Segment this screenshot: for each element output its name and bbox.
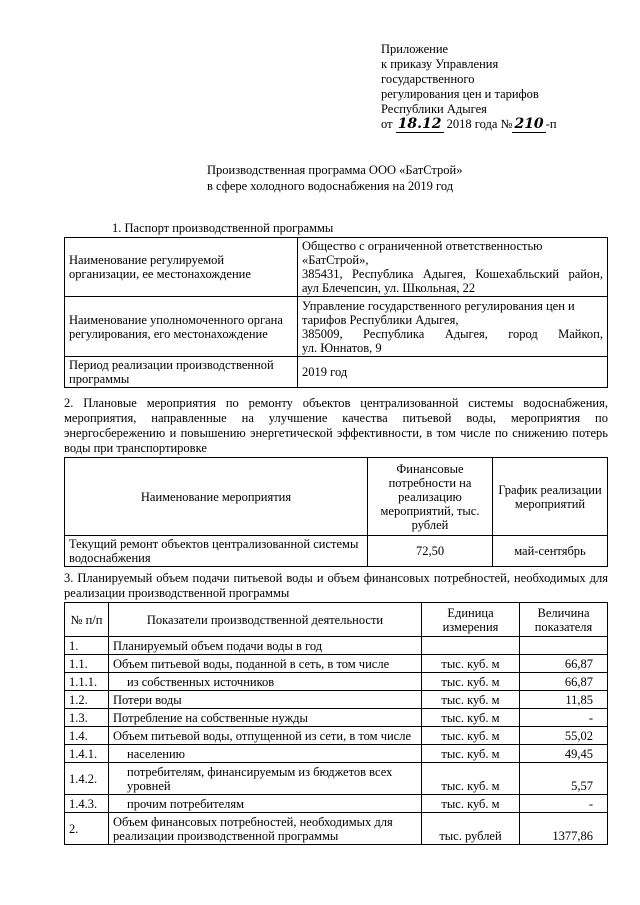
row-value: 66,87: [520, 655, 608, 673]
date-suffix: -п: [545, 117, 557, 131]
row-indicator: населению: [109, 745, 422, 763]
measures-table: [64, 457, 608, 567]
annex-line: государственного: [381, 72, 475, 86]
row-num: 1.: [65, 637, 109, 655]
header-value: Величина показателя: [520, 603, 608, 637]
measure-finance: 72,50: [368, 536, 493, 567]
row-value: 5,57: [520, 763, 608, 795]
value-line: Общество с ограниченной ответственностью «БатСтрой»,: [302, 239, 543, 267]
section3-text: 3. Планируемый объем подачи питьевой воды и объем финансовых потребностей, необходимых для реализации производственной программы: [64, 571, 608, 600]
row-unit: тыс. куб. м: [422, 745, 520, 763]
passport-label: Период реализации производственной программы: [65, 357, 298, 388]
header-unit: Единица измерения: [422, 603, 520, 637]
table-row: [65, 673, 608, 691]
row-num: 1.4.: [65, 727, 109, 745]
table-row: [65, 709, 608, 727]
row-value: -: [520, 709, 608, 727]
row-value: [520, 637, 608, 655]
table-row: [65, 763, 608, 795]
annex-block: [381, 42, 611, 133]
passport-value: [298, 238, 608, 297]
row-unit: тыс. куб. м: [422, 655, 520, 673]
value-line: аул Блечепсин, ул. Школьная, 22: [302, 281, 476, 295]
section2-text: 2. Плановые мероприятия по ремонту объектов централизованной системы водоснабжения, мероприятия, направленные на улучшение качества питьевой воды, мероприятия по энергосбережению и повышению энергетической эффективности, в том числе по снижению потерь воды при транспортировке: [64, 396, 608, 455]
value-line: Управление государственного регулирования цен и тарифов Республики Адыгея,: [302, 298, 575, 327]
row-num: 1.4.2.: [65, 763, 109, 795]
document-title: [207, 162, 462, 194]
row-indicator: Объем питьевой воды, отпущенной из сети, в том числе: [109, 727, 422, 745]
annex-line: Республики Адыгея: [381, 102, 487, 116]
indicators-table: [64, 602, 608, 845]
table-row: [65, 357, 608, 388]
table-row: [65, 297, 608, 357]
row-num: 1.1.1.: [65, 673, 109, 691]
table-row: [65, 691, 608, 709]
table-row: [65, 727, 608, 745]
row-unit: тыс. куб. м: [422, 795, 520, 813]
row-value: 55,02: [520, 727, 608, 745]
annex-line: к приказу Управления: [381, 57, 499, 71]
row-indicator: потребителям, финансируемым из бюджетов всех уровней: [109, 763, 422, 795]
header-finance: Финансовые потребности на реализацию мероприятий, тыс. рублей: [368, 458, 493, 536]
header-num: № п/п: [65, 603, 109, 637]
row-unit: тыс. рублей: [422, 813, 520, 845]
annex-line: Приложение: [381, 42, 449, 56]
value-line: 385009, Республика Адыгея, город Майкоп,: [302, 326, 603, 341]
handwritten-number: 210: [514, 116, 544, 132]
row-num: 1.2.: [65, 691, 109, 709]
date-mid: 2018 года №: [446, 117, 513, 131]
table-row: [65, 458, 608, 536]
row-unit: тыс. куб. м: [422, 673, 520, 691]
row-unit: тыс. куб. м: [422, 727, 520, 745]
table-row: [65, 603, 608, 637]
row-indicator: из собственных источников: [109, 673, 422, 691]
title-line: в сфере холодного водоснабжения на 2019 год: [207, 179, 454, 193]
row-num: 1.4.3.: [65, 795, 109, 813]
passport-label: Наименование уполномоченного органа регулирования, его местонахождение: [65, 297, 298, 357]
value-line: 385431, Республика Адыгея, Кошехабльский район,: [302, 267, 603, 281]
annex-date-line: [381, 117, 611, 133]
header-schedule: График реализации мероприятий: [493, 458, 608, 536]
row-value: -: [520, 795, 608, 813]
header-indicator: Показатели производственной деятельности: [109, 603, 422, 637]
passport-label: Наименование регулируемой организации, ее местонахождение: [65, 238, 298, 297]
row-unit: тыс. куб. м: [422, 709, 520, 727]
row-indicator: Планируемый объем подачи воды в год: [109, 637, 422, 655]
handwritten-date: 18.12: [397, 116, 442, 132]
title-line: Производственная программа ООО «БатСтрой»: [207, 163, 463, 177]
row-value: 11,85: [520, 691, 608, 709]
passport-table: [64, 237, 608, 388]
row-indicator: прочим потребителям: [109, 795, 422, 813]
row-value: 49,45: [520, 745, 608, 763]
table-row: [65, 813, 608, 845]
row-num: 1.4.1.: [65, 745, 109, 763]
table-row: [65, 238, 608, 297]
row-num: 2.: [65, 813, 109, 845]
row-num: 1.3.: [65, 709, 109, 727]
row-indicator: Потребление на собственные нужды: [109, 709, 422, 727]
row-unit: тыс. куб. м: [422, 691, 520, 709]
table-row: [65, 637, 608, 655]
passport-value: [298, 297, 608, 357]
measure-name: Текущий ремонт объектов централизованной системы водоснабжения: [65, 536, 368, 567]
row-indicator: Потери воды: [109, 691, 422, 709]
row-indicator: Объем финансовых потребностей, необходимых для реализации производственной программы: [109, 813, 422, 845]
row-unit: тыс. куб. м: [422, 763, 520, 795]
table-row: [65, 745, 608, 763]
row-value: 1377,86: [520, 813, 608, 845]
annex-line: регулирования цен и тарифов: [381, 87, 539, 101]
date-prefix: от: [381, 117, 393, 131]
header-name: Наименование мероприятия: [65, 458, 368, 536]
row-indicator: Объем питьевой воды, поданной в сеть, в том числе: [109, 655, 422, 673]
passport-value: 2019 год: [298, 357, 608, 388]
table-row: [65, 536, 608, 567]
row-value: 66,87: [520, 673, 608, 691]
row-unit: [422, 637, 520, 655]
measure-schedule: май-сентябрь: [493, 536, 608, 567]
table-row: [65, 655, 608, 673]
table-row: [65, 795, 608, 813]
value-line: ул. Юннатов, 9: [302, 340, 382, 355]
section1-heading: 1. Паспорт производственной программы: [112, 221, 334, 235]
row-num: 1.1.: [65, 655, 109, 673]
